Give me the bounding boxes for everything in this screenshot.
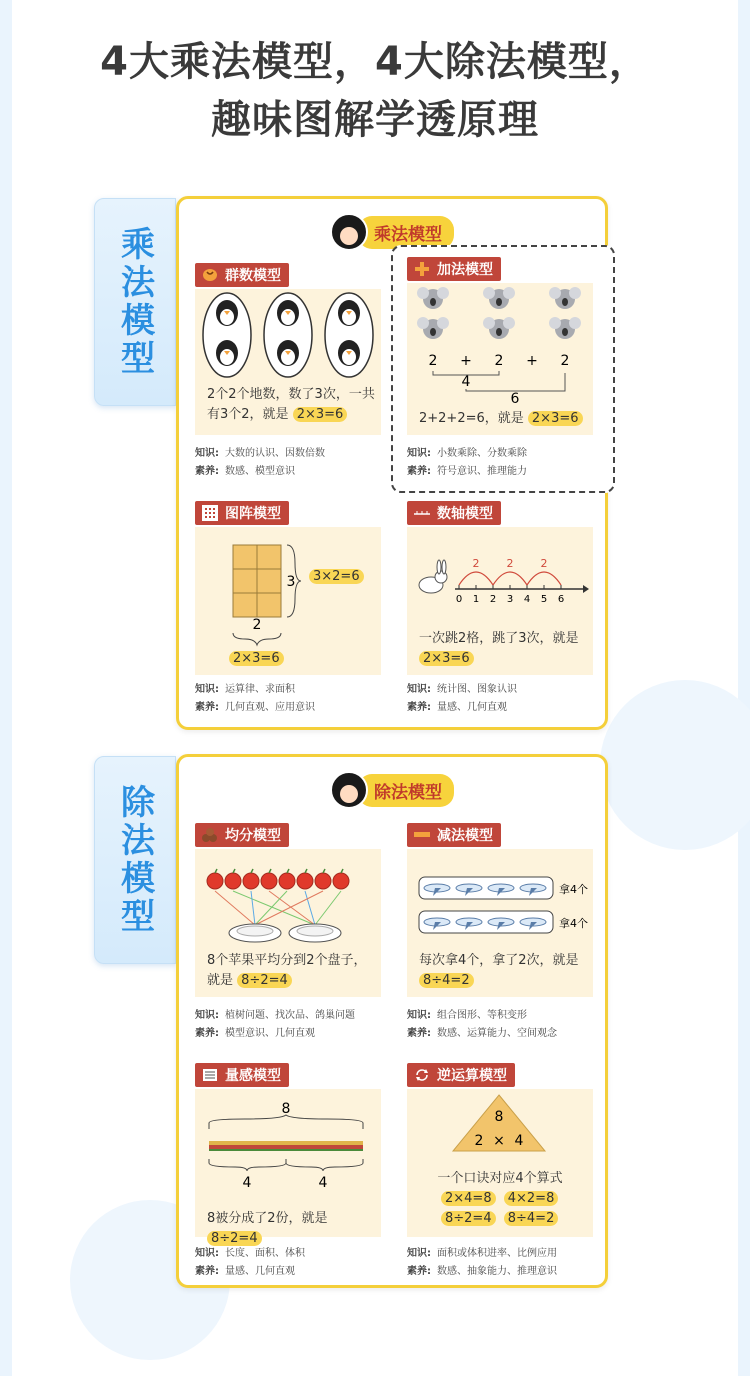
caption-text: 8个苹果平均分到2个盘子，就是 [207, 953, 367, 988]
bottom-formula [229, 651, 284, 666]
card-title-label: 乘法模型 [358, 216, 454, 249]
berries-icon [201, 827, 219, 843]
bean-icon [201, 267, 219, 283]
literacy-label: 素养: [407, 1028, 431, 1039]
side-tab-label: 乘法模型 [114, 226, 155, 378]
knowledge-label: 知识: [407, 448, 431, 459]
addend: 2 [560, 353, 570, 369]
side-tab-label: 除法模型 [114, 784, 155, 936]
knowledge-line [195, 1007, 355, 1025]
section-title: 数轴模型 [437, 506, 493, 522]
number-line-label: 5 [540, 594, 548, 605]
apple-icon [225, 873, 241, 889]
group-model-section [195, 263, 395, 488]
apple-icon [333, 873, 349, 889]
caption-text: 8被分成了2份，就是 [207, 1211, 328, 1226]
literacy-label: 素养: [195, 702, 219, 713]
literacy-label: 素养: [195, 1266, 219, 1277]
knowledge-label: 知识: [195, 1248, 219, 1259]
section-header [195, 823, 289, 847]
apples-plates-illustration [195, 849, 381, 949]
jump-arc [493, 572, 527, 585]
section-title: 减法模型 [437, 828, 493, 844]
number-line-label: 4 [523, 594, 531, 605]
cycle-arrows-icon [413, 1067, 431, 1083]
knowledge-text: 长度、面积、体积 [225, 1248, 305, 1259]
number-line-label: 2 [489, 594, 497, 605]
number-line-icon [413, 505, 431, 521]
literacy-label: 素养: [407, 702, 431, 713]
formula-highlight: 2×3=6 [419, 651, 474, 666]
knowledge-line [195, 445, 325, 463]
section-panel [407, 1089, 593, 1237]
side-formula [309, 569, 364, 584]
girl-avatar-icon [330, 771, 368, 809]
knowledge-line [195, 681, 295, 699]
section-header [195, 501, 289, 525]
plus-sign: + [460, 353, 472, 369]
apple-icon [207, 873, 223, 889]
array-model-section [195, 501, 395, 721]
triangle-left: 2 [474, 1133, 484, 1149]
apple-icon [243, 873, 259, 889]
knowledge-line [407, 681, 517, 699]
literacy-text: 数感、抽象能力、推理意识 [437, 1266, 557, 1277]
literacy-label: 素养: [407, 1266, 431, 1277]
number-line-label: 6 [557, 594, 565, 605]
koala-addition-illustration [407, 283, 593, 403]
apple-stem [323, 869, 325, 873]
section-panel [407, 527, 593, 675]
knowledge-line [407, 1007, 527, 1025]
section-caption [419, 951, 591, 991]
literacy-label: 素养: [195, 1028, 219, 1039]
jump-arc [527, 572, 561, 585]
literacy-label: 素养: [407, 466, 431, 477]
literacy-text: 量感、几何直观 [225, 1266, 295, 1277]
apple-icon [315, 873, 331, 889]
section-header [407, 823, 501, 847]
take-label: 拿4个 [559, 917, 588, 930]
penguin-groups-illustration [195, 289, 381, 381]
array-grid-illustration [195, 527, 381, 675]
section-panel [195, 849, 381, 997]
literacy-line [407, 699, 507, 717]
section-panel [195, 289, 381, 435]
knowledge-text: 组合图形、等积变形 [437, 1010, 527, 1021]
section-panel [407, 849, 593, 997]
triangle-mid: × [493, 1133, 505, 1149]
caption-text: 2+2+2=6，就是 [419, 411, 524, 426]
literacy-text: 几何直观、应用意识 [225, 702, 315, 713]
number-line-label: 1 [472, 594, 480, 605]
jump-arc [459, 572, 493, 585]
apple-stem [341, 869, 343, 873]
division-side-tab[interactable] [94, 756, 176, 964]
planes-illustration [407, 849, 593, 949]
literacy-line [195, 699, 315, 717]
headline-line-1: 4大乘法模型，4大除法模型， [100, 39, 650, 85]
knowledge-line [195, 1245, 305, 1263]
formula-highlight: 8÷2=4 [237, 973, 292, 988]
apple-icon [261, 873, 277, 889]
rabbit-icon [419, 560, 447, 593]
section-caption [207, 385, 377, 425]
multiplication-side-tab[interactable] [94, 198, 176, 406]
part-value: 4 [242, 1175, 252, 1191]
measure-bar-illustration [195, 1089, 381, 1199]
knowledge-text: 小数乘除、分数乘除 [437, 448, 527, 459]
formula-highlight: 2×3=6 [528, 411, 583, 426]
equal-share-section [195, 823, 395, 1043]
section-title: 量感模型 [225, 1068, 281, 1084]
caption-text: 2个2个地数，数了3次，一共有3个2，就是 [207, 387, 375, 422]
section-title: 加法模型 [437, 262, 493, 278]
formula-highlight: 2×4=8 [441, 1191, 496, 1206]
plus-icon [413, 261, 431, 277]
multiplication-card [176, 196, 608, 730]
triangle-top: 8 [494, 1109, 504, 1125]
section-title: 逆运算模型 [437, 1068, 507, 1084]
measure-model-section [195, 1063, 395, 1283]
literacy-line [407, 1025, 557, 1043]
literacy-text: 符号意识、推理能力 [437, 466, 527, 477]
triangle-right: 4 [514, 1133, 524, 1149]
formula-highlight: 8÷4=2 [419, 973, 474, 988]
section-panel [195, 1089, 381, 1246]
literacy-text: 模型意识、几何直观 [225, 1028, 315, 1039]
section-title: 均分模型 [225, 828, 281, 844]
inverse-caption: 一个口诀对应4个算式 [437, 1171, 563, 1186]
formula-highlight: 2×3=6 [293, 407, 348, 422]
addend: 2 [494, 353, 504, 369]
formula-highlight: 8÷4=2 [504, 1211, 559, 1226]
section-header [407, 1063, 515, 1087]
division-card [176, 754, 608, 1288]
knowledge-line [407, 445, 527, 463]
section-panel [407, 283, 593, 435]
number-line-label: 3 [506, 594, 514, 605]
formula-highlight: 2×3=6 [229, 651, 284, 666]
apple-stem [215, 869, 217, 873]
headline-line-2: 趣味图解学透原理 [211, 97, 539, 143]
jump-size-label: 2 [506, 557, 514, 570]
literacy-text: 数感、运算能力、空间观念 [437, 1028, 557, 1039]
formula-grid [441, 1189, 571, 1229]
literacy-label: 素养: [195, 466, 219, 477]
knowledge-text: 统计图、图象认识 [437, 684, 517, 695]
ruler-icon [201, 1067, 219, 1083]
section-header [195, 1063, 289, 1087]
triangle-illustration [407, 1089, 593, 1159]
knowledge-text: 运算律、求面积 [225, 684, 295, 695]
jump-size-label: 2 [540, 557, 548, 570]
caption-text: 一次跳2格，跳了3次，就是 [419, 631, 579, 646]
total-value: 8 [281, 1101, 291, 1117]
knowledge-label: 知识: [195, 1010, 219, 1021]
cols-count: 2 [252, 617, 262, 633]
take-label: 拿4个 [559, 883, 588, 896]
apple-icon [279, 873, 295, 889]
apple-stem [233, 869, 235, 873]
knowledge-text: 大数的认识、因数倍数 [225, 448, 325, 459]
literacy-text: 数感、模型意识 [225, 466, 295, 477]
minus-icon [413, 827, 431, 843]
section-header [195, 263, 289, 287]
literacy-line [407, 463, 527, 481]
part-value: 4 [318, 1175, 328, 1191]
apple-stem [305, 869, 307, 873]
knowledge-text: 植树问题、找次品、鸽巢问题 [225, 1010, 355, 1021]
formula-highlight: 8÷2=4 [207, 1231, 262, 1246]
section-caption [419, 409, 591, 429]
caption-text: 每次拿4个，拿了2次，就是 [419, 953, 579, 968]
knowledge-label: 知识: [407, 1248, 431, 1259]
knowledge-line [407, 1245, 557, 1263]
formula-highlight: 4×2=8 [504, 1191, 559, 1206]
addend: 2 [428, 353, 438, 369]
numberline-model-section [407, 501, 607, 721]
knowledge-label: 知识: [407, 684, 431, 695]
section-caption [207, 1209, 383, 1249]
section-title: 图阵模型 [225, 506, 281, 522]
formula-highlight: 8÷2=4 [441, 1211, 496, 1226]
literacy-line [195, 1263, 295, 1281]
section-title: 群数模型 [225, 268, 281, 284]
jump-size-label: 2 [472, 557, 480, 570]
knowledge-label: 知识: [195, 448, 219, 459]
addition-model-section [407, 257, 607, 482]
apple-stem [269, 869, 271, 873]
literacy-text: 量感、几何直观 [437, 702, 507, 713]
boy-avatar-icon [330, 213, 368, 251]
apple-stem [287, 869, 289, 873]
knowledge-label: 知识: [195, 684, 219, 695]
section-header [407, 501, 501, 525]
grid-icon [201, 505, 219, 521]
apple-stem [251, 869, 253, 873]
section-caption [419, 629, 591, 669]
formula-highlight: 3×2=6 [309, 569, 364, 584]
rows-count: 3 [286, 574, 296, 590]
literacy-line [195, 1025, 315, 1043]
apple-icon [297, 873, 313, 889]
partial-sum: 4 [461, 374, 471, 390]
total-sum: 6 [510, 391, 520, 403]
inverse-model-section [407, 1063, 607, 1283]
subtract-model-section [407, 823, 607, 1043]
number-line-illustration [407, 527, 593, 617]
knowledge-text: 面积或体积进率、比例应用 [437, 1248, 557, 1259]
plus-sign: + [526, 353, 538, 369]
card-title-label: 除法模型 [358, 774, 454, 807]
section-caption [207, 951, 379, 991]
card-title [330, 771, 454, 809]
section-header [407, 257, 501, 281]
number-line-label: 0 [455, 594, 463, 605]
section-panel [195, 527, 381, 675]
literacy-line [195, 463, 295, 481]
literacy-line [407, 1263, 557, 1281]
knowledge-label: 知识: [407, 1010, 431, 1021]
